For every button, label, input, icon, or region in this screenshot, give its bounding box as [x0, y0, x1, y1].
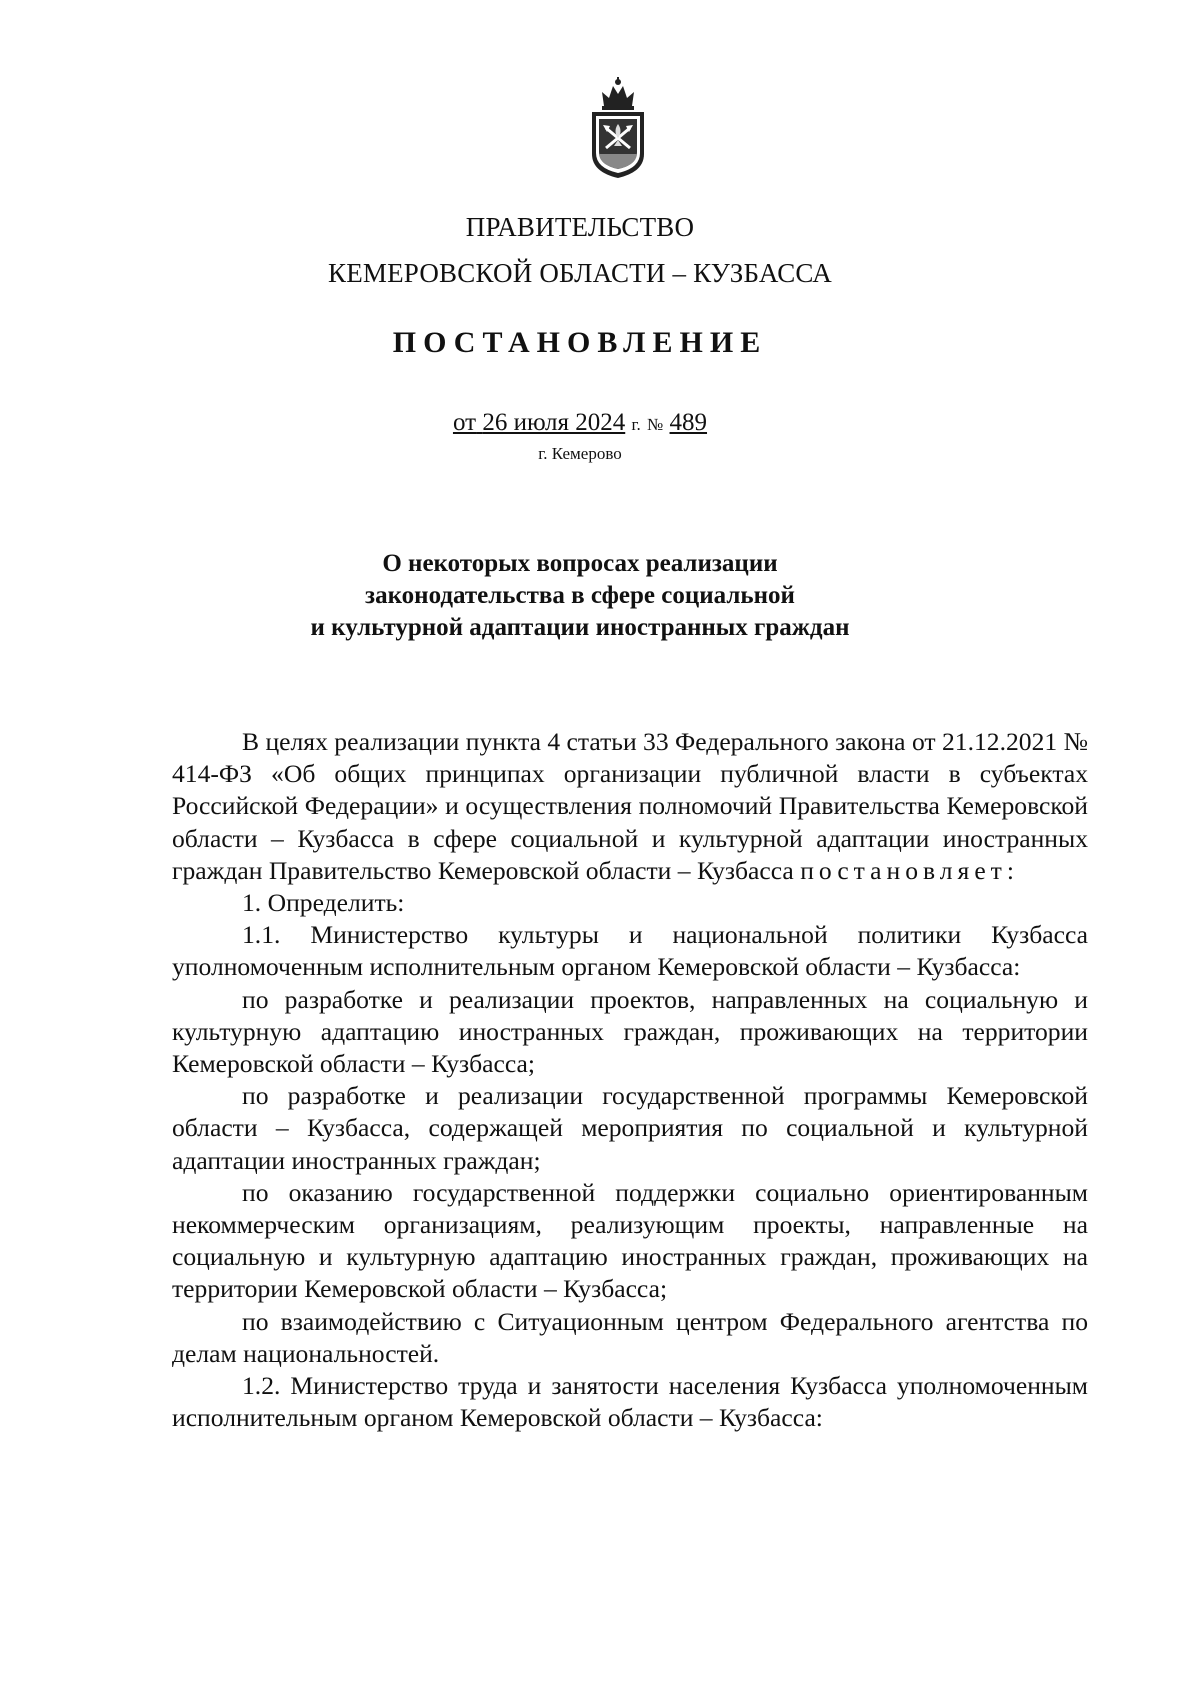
title-line-1: О некоторых вопросах реализации [382, 550, 778, 577]
paragraph-1-1-b: по разработке и реализации государственной программы Кемеровской области – Кузбасса, содержащей мероприятия по социальной и культурной адаптации иностранных граждан; [172, 1081, 1088, 1175]
decree-number: 489 [669, 409, 708, 436]
title-line-2: законодательства в сфере социальной [365, 582, 795, 609]
government-name-line-1: ПРАВИТЕЛЬСТВО [465, 212, 695, 242]
paragraph-1-1-d: по взаимодействию с Ситуационным центром Федерального агентства по делам национальностей. [172, 1306, 1088, 1368]
government-name-line-2: КЕМЕРОВСКОЙ ОБЛАСТИ – КУЗБАССА [328, 258, 832, 288]
number-sign: № [647, 415, 664, 434]
decree-word: постановляет: [800, 855, 1019, 885]
intro-text: В целях реализации пункта 4 статьи 33 Федерального закона от 21.12.2021 № 414-ФЗ «Об общих принципах организации публичной власти в субъектах Российской Федерации» и осуществления полномочий Правительства Кемеровской области – Кузбасса в сфере социальной и культурной адаптации иностранных граждан Правительство Кемеровской области – Кузбасса [172, 727, 1088, 885]
date-value: 26 июля 2024 [482, 409, 626, 436]
paragraph-1-1-a: по разработке и реализации проектов, направленных на социальную и культурную адаптацию иностранных граждан, проживающих на территории Кемеровской области – Кузбасса; [172, 984, 1088, 1079]
date-prefix: от [452, 409, 477, 436]
paragraph-1-1: 1.1. Министерство культуры и национальной политики Кузбасса уполномоченным исполнительным органом Кемеровской области – Кузбасса: [172, 920, 1088, 982]
city-name: г. Кемерово [538, 444, 622, 463]
kuzbass-coat-of-arms-icon [588, 76, 648, 180]
decree-title [0, 548, 1160, 644]
year-suffix: г. [631, 415, 641, 434]
paragraph-1-1-c: по оказанию государственной поддержки социально ориентированным некоммерческим организациям, реализующим проекты, направленные на социальную и культурную адаптацию иностранных граждан, проживающих на территории Кемеровской области – Кузбасса; [172, 1177, 1088, 1304]
paragraph-1-2: 1.2. Министерство труда и занятости населения Кузбасса уполномоченным исполнительным органом Кемеровской области – Кузбасса: [172, 1371, 1088, 1433]
title-line-3: и культурной адаптации иностранных граждан [310, 614, 850, 641]
decree-body [172, 726, 1088, 1434]
paragraph-1: 1. Определить: [242, 888, 405, 918]
date-number-line [0, 408, 1160, 440]
document-type-heading: ПОСТАНОВЛЕНИЕ [392, 326, 768, 359]
intro-paragraph [172, 726, 1088, 887]
